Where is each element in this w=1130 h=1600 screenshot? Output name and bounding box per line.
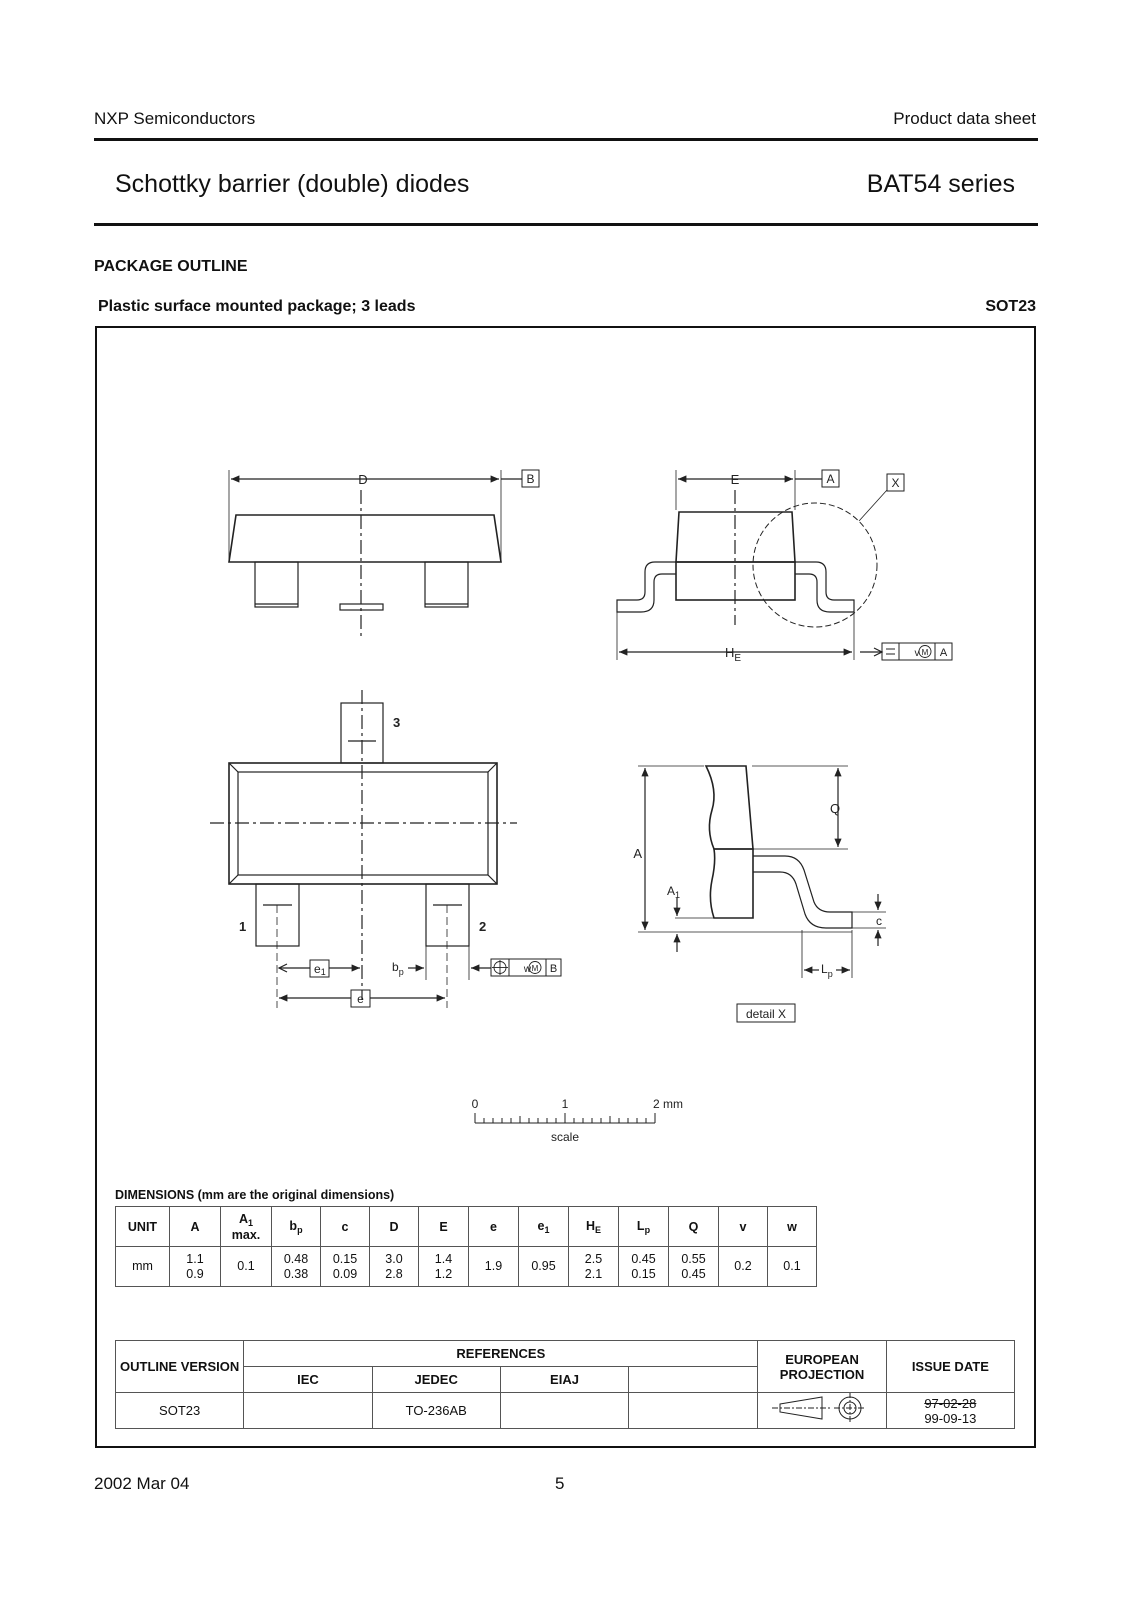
eiaj-header: EIAJ — [500, 1367, 628, 1393]
cell-Lp: 0.45 0.15 — [619, 1247, 669, 1287]
dimensions-value-row — [116, 1247, 817, 1287]
cell-HE: 2.5 2.1 — [569, 1247, 619, 1287]
cell-A1: 0.1 — [221, 1247, 272, 1287]
pin-1-label: 1 — [239, 919, 247, 934]
side-view — [617, 470, 952, 660]
package-code: SOT23 — [985, 298, 1036, 315]
tol-w-label: w — [523, 964, 532, 975]
label-A1: $A_1$ — [667, 884, 681, 900]
top-view — [210, 690, 561, 1008]
issue-date-new: 99-09-13 — [924, 1410, 977, 1426]
label-Q: Q — [829, 801, 841, 816]
label-c: c — [876, 914, 882, 928]
projection-symbol-cell — [758, 1393, 886, 1429]
outline-version-header: OUTLINE VERSION — [116, 1341, 244, 1393]
cell-bp: 0.48 0.38 — [272, 1247, 321, 1287]
tol-A-label: A — [939, 647, 948, 659]
col-e: e — [469, 1207, 519, 1247]
issue-date-header: ISSUE DATE — [886, 1341, 1014, 1393]
detail-X-marker: X — [891, 476, 900, 490]
col-D: D — [370, 1207, 419, 1247]
label-E: E — [730, 472, 740, 487]
tol-M-label-2: M — [531, 964, 539, 973]
section-title: PACKAGE OUTLINE — [94, 258, 248, 275]
datum-B-top: B — [526, 472, 535, 486]
company-name: NXP Semiconductors — [94, 109, 256, 128]
cell-unit: mm — [116, 1247, 170, 1287]
col-A: A — [170, 1207, 221, 1247]
label-HE: $H_E$ — [725, 645, 742, 664]
col-Lp: $L_p$ — [619, 1207, 669, 1247]
references-header: REFERENCES — [244, 1341, 758, 1367]
col-bp: $b_p$ — [272, 1207, 321, 1247]
col-HE: $H_E$ — [569, 1207, 619, 1247]
product-title: Schottky barrier (double) diodes — [115, 170, 470, 198]
label-e1: e1 — [314, 962, 326, 977]
package-description: Plastic surface mounted package; 3 leads — [98, 298, 416, 315]
cell-Q: 0.55 0.45 — [669, 1247, 719, 1287]
datum-A: A — [826, 472, 835, 486]
cell-e1: 0.95 — [519, 1247, 569, 1287]
col-v: v — [719, 1207, 768, 1247]
label-e: e — [357, 992, 364, 1006]
footer-date: 2002 Mar 04 — [94, 1474, 190, 1493]
scale-tick-1: 1 — [561, 1097, 569, 1111]
pin-2-label: 2 — [479, 919, 487, 934]
label-D: D — [358, 472, 368, 487]
col-A1: $A_1$ max. — [221, 1207, 272, 1247]
cell-e: 1.9 — [469, 1247, 519, 1287]
references-table — [115, 1340, 1015, 1429]
col-c: c — [321, 1207, 370, 1247]
blank-ref-header — [629, 1367, 758, 1393]
issue-date-old: 97-02-28 — [924, 1395, 977, 1411]
european-projection-header: EUROPEAN PROJECTION — [758, 1341, 886, 1393]
dimensions-caption: DIMENSIONS (mm are the original dimensions) — [115, 1188, 395, 1202]
tol-M-label: M — [921, 648, 929, 657]
scale-tick-2: 2 mm — [653, 1097, 683, 1111]
cell-w: 0.1 — [768, 1247, 817, 1287]
iec-header: IEC — [244, 1367, 372, 1393]
jedec-value: TO-236AB — [372, 1393, 500, 1429]
eiaj-value — [500, 1393, 628, 1429]
scale-tick-0: 0 — [471, 1097, 479, 1111]
cell-A: 1.1 0.9 — [170, 1247, 221, 1287]
col-Q: Q — [669, 1207, 719, 1247]
dimensions-table — [115, 1206, 817, 1287]
label-A-side: A — [633, 846, 642, 861]
jedec-header: JEDEC — [372, 1367, 500, 1393]
label-Lp: $L_p$ — [821, 962, 833, 979]
document-type: Product data sheet — [893, 109, 1036, 128]
scale-label: scale — [550, 1130, 580, 1144]
outline-version-value: SOT23 — [116, 1393, 244, 1429]
tol-v-label: v — [914, 648, 920, 659]
cell-E: 1.4 1.2 — [419, 1247, 469, 1287]
col-E: E — [419, 1207, 469, 1247]
front-view — [229, 470, 539, 640]
col-unit: UNIT — [116, 1207, 170, 1247]
tol-B-label: B — [549, 963, 558, 975]
pin-3-label: 3 — [393, 715, 401, 730]
col-e1: $e_1$ — [519, 1207, 569, 1247]
product-series: BAT54 series — [866, 170, 1015, 198]
blank-ref-value — [629, 1393, 758, 1429]
scale-bar — [475, 1113, 655, 1123]
cell-v: 0.2 — [719, 1247, 768, 1287]
page-number: 5 — [555, 1474, 565, 1493]
iec-value — [244, 1393, 372, 1429]
issue-date-value — [886, 1393, 1014, 1429]
cell-D: 3.0 2.8 — [370, 1247, 419, 1287]
dimensions-header-row — [116, 1207, 817, 1247]
detail-x-caption: detail X — [745, 1007, 787, 1021]
col-w: w — [768, 1207, 817, 1247]
label-bp: $b_p$ — [392, 960, 404, 977]
cell-c: 0.15 0.09 — [321, 1247, 370, 1287]
